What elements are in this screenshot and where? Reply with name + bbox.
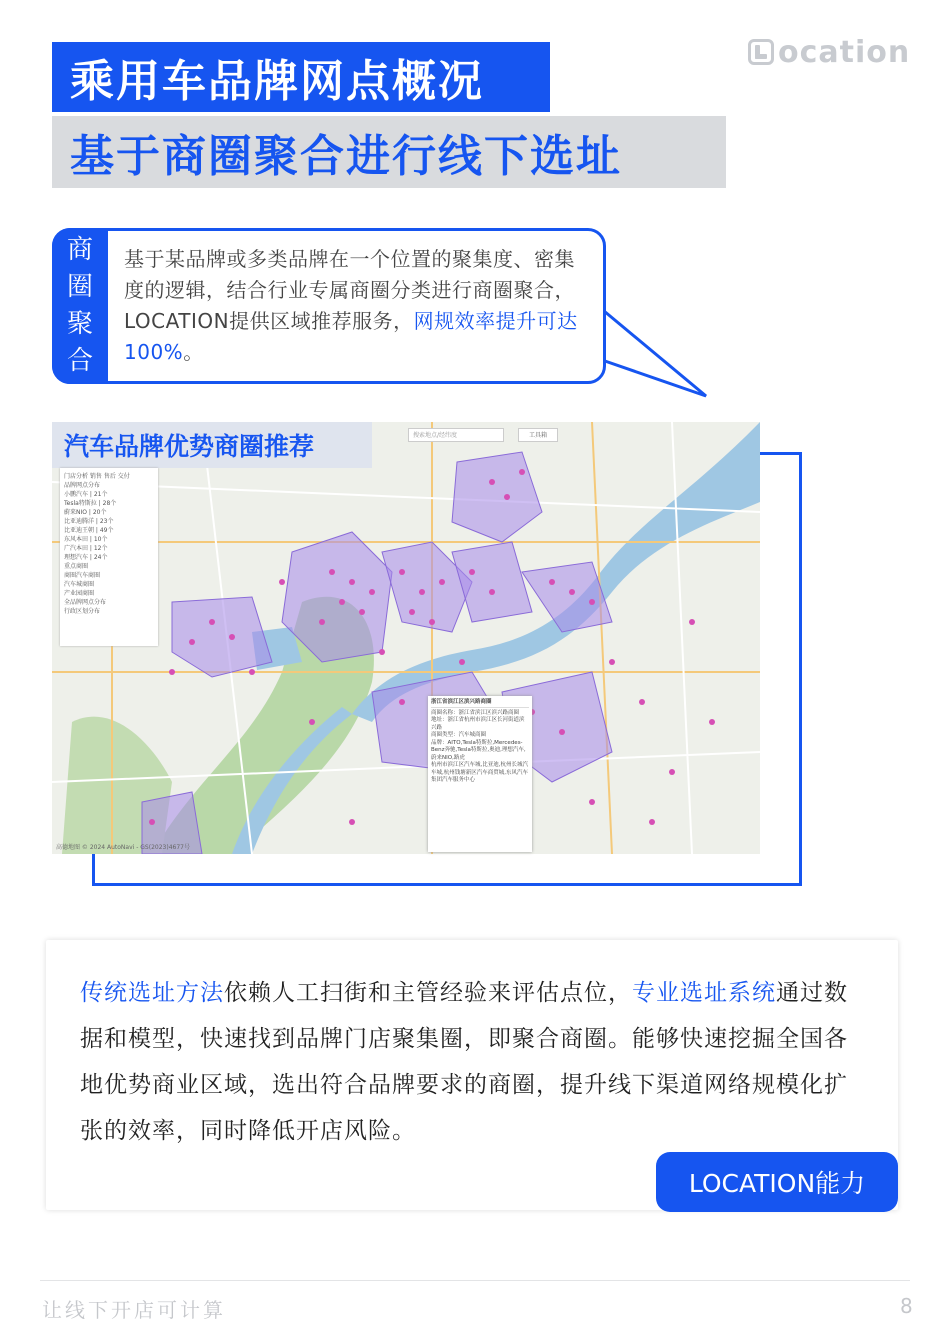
bubble-tag-char: 聚: [66, 309, 93, 339]
card-text: [80, 970, 870, 1154]
bubble-text-highlight: 网规效率提升可达100%: [124, 309, 578, 364]
map-screenshot[interactable]: [52, 422, 760, 854]
map-canvas: [52, 422, 760, 854]
bubble-tag-char: 商: [66, 235, 93, 265]
page-subtitle: 基于商圈聚合进行线下选址: [52, 116, 726, 188]
bubble-text: [124, 244, 594, 368]
bubble-tag-char: 合: [66, 346, 93, 376]
card-text-2: 通过数据和模型，快速找到品牌门店聚集圈，即聚合商圈。能够快速挖掘全国各地优势商业区域，选出符合品牌要求的商圈，提升线下渠道网络规模化扩张的效率，同时降低开店风险。: [80, 980, 848, 1144]
panel-item[interactable]: 比亚迪王朝 | 49个: [64, 527, 114, 534]
map-attribution: 高德地图 © 2024 AutoNavi - GS(2023)4677号: [56, 844, 190, 851]
map-toolbox-button[interactable]: 工具箱: [518, 428, 558, 442]
footer-divider: [40, 1280, 910, 1281]
map-label: 汽车品牌优势商圈推荐: [52, 422, 372, 468]
panel-item[interactable]: 蔚来NIO | 20个: [64, 509, 107, 516]
bubble-tag-char: 圈: [66, 272, 93, 302]
page-number: 8: [900, 1294, 913, 1318]
panel-item[interactable]: 比亚迪腾洋 | 23个: [64, 518, 114, 525]
panel-item[interactable]: 小鹏汽车 | 21个: [64, 491, 108, 498]
panel-item[interactable]: 商圈汽车商圈: [64, 572, 101, 579]
popup-title: 浙江省滨江区滨兴路商圈: [431, 699, 529, 708]
map-info-popup: [428, 696, 532, 852]
popup-line: 地址：浙江省杭州市滨江区长河街道滨兴路: [431, 717, 525, 731]
location-logo: [748, 32, 910, 72]
panel-title: 门店分析 销售 售后 交付: [64, 473, 130, 480]
panel-item[interactable]: 广汽本田 | 12个: [64, 545, 108, 552]
map-search-input[interactable]: 搜索地点/经纬度: [408, 428, 504, 442]
card-text-1: 依赖人工扫街和主管经验来评估点位，: [224, 980, 632, 1006]
logo-text: ocation: [778, 34, 911, 70]
footer-slogan: 让线下开店可计算: [42, 1298, 226, 1322]
panel-item[interactable]: 重点商圈: [64, 563, 89, 570]
popup-line: 杭州市滨江区汽车城,比亚迪,杭州长城汽车城,杭州钱塘新区汽车商贸城,东风汽车集团汽车服务中心: [431, 762, 528, 783]
panel-item[interactable]: 汽车城商圈: [64, 581, 95, 588]
page-title: 乘用车品牌网点概况: [52, 42, 550, 112]
panel-item[interactable]: 产业园商圈: [64, 590, 95, 597]
speech-bubble-tail: [596, 300, 716, 410]
location-capability-button[interactable]: LOCATION能力: [656, 1152, 898, 1212]
panel-item[interactable]: Tesla特斯拉 | 28个: [64, 500, 117, 507]
map-layer-panel[interactable]: [60, 468, 158, 646]
popup-line: 品牌：AITO,Tesla特斯拉,Mercedes-Benz奔驰,Tesla特斯拉,奥迪,理想汽车,蔚来NIO,路虎: [431, 739, 526, 761]
panel-item[interactable]: 品牌网点分布: [64, 482, 101, 489]
card-highlight-traditional: 传统选址方法: [80, 980, 224, 1006]
card-highlight-system: 专业选址系统: [632, 980, 776, 1006]
panel-item[interactable]: 行政区划分布: [64, 608, 101, 615]
bubble-text-end: 。: [183, 340, 204, 364]
panel-item[interactable]: 全品牌网点分布: [64, 599, 107, 606]
popup-line: 商圈类型：汽车城商圈: [431, 732, 487, 738]
popup-line: 商圈名称：浙江省滨江区滨兴路商圈: [431, 709, 520, 716]
bubble-tag: [52, 228, 108, 384]
logo-mark-icon: [748, 39, 774, 65]
panel-item[interactable]: 理想汽车 | 24个: [64, 554, 108, 561]
bubble-text-plain: 基于某品牌或多类品牌在一个位置的聚集度、密集度的逻辑，结合行业专属商圈分类进行商圈聚合，LOCATION提供区域推荐服务，: [124, 247, 575, 333]
panel-item[interactable]: 东风本田 | 10个: [64, 536, 108, 543]
